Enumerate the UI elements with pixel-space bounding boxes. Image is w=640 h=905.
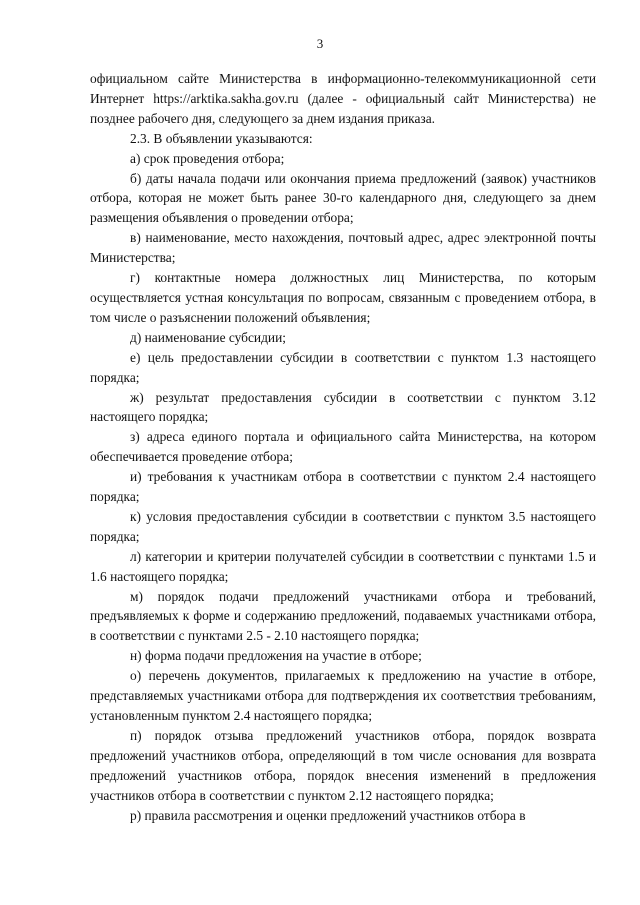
list-item-a: а) срок проведения отбора; [130,150,285,166]
paragraph-section-2-3: 2.3. В объявлении указываются: [130,130,313,146]
list-item-g: г) контактные номера должностных лиц Министерства, по которым осуществляется устная консультация по вопросам, связанным с проведением отбора, в том числе о разъяснении положений объявления; [90,270,596,325]
list-item-v: в) наименование, место нахождения, почтовый адрес, адрес электронной почты Министерства; [90,230,596,266]
list-item-l: л) категории и критерии получателей субсидии в соответствии с пунктами 1.5 и 1.6 настоящего порядка; [90,548,596,584]
list-item-z: з) адреса единого портала и официального сайта Министерства, на котором обеспечивается проведение отбора; [90,429,596,465]
list-item-m: м) порядок подачи предложений участниками отбора и требований, предъявляемых к форме и содержанию предложений, подаваемых участниками отбора, в соответствии с пунктами 2.5 - 2.10 настоящего порядка; [90,588,596,644]
page-number: 3 [316,36,324,51]
list-item-b: б) даты начала подачи или окончания приема предложений (заявок) участников отбора, которая не может быть ранее 30-го календарного дня, следующего за днем размещения объявления о проведении отбора; [90,170,596,226]
list-item-d: д) наименование субсидии; [130,329,286,345]
list-item-r: р) правила рассмотрения и оценки предложений участников отбора в [130,807,526,823]
list-item-k: к) условия предоставления субсидии в соответствии с пунктом 3.5 настоящего порядка; [90,508,596,544]
list-item-e: е) цель предоставлении субсидии в соответствии с пунктом 1.3 настоящего порядка; [90,349,596,385]
list-item-o: о) перечень документов, прилагаемых к предложению на участие в отборе, представляемых участниками отбора для подтверждения их соответствия требованиям, установленным пунктом 2.4 настоящего порядка; [90,668,596,723]
document-body [90,69,596,825]
list-item-p: п) порядок отзыва предложений участников отбора, порядок возврата предложений участников отбора, определяющий в том числе основания для возврата предложений участников отбора, порядок внесения изменений в предложения участников отбора в соответствии с пунктом 2.12 настоящего порядка; [90,727,596,803]
list-item-zh: ж) результат предоставления субсидии в соответствии с пунктом 3.12 настоящего порядка; [90,389,596,425]
paragraph-continuation: официальном сайте Министерства в информационно-телекоммуникационной сети Интернет https://arktika.sakha.gov.ru (далее - официальный сайт Министерства) не позднее рабочего дня, следующего за днем издания приказа. [90,71,596,126]
list-item-n: н) форма подачи предложения на участие в отборе; [130,648,422,664]
list-item-i: и) требования к участникам отбора в соответствии с пунктом 2.4 настоящего порядка; [90,469,596,505]
